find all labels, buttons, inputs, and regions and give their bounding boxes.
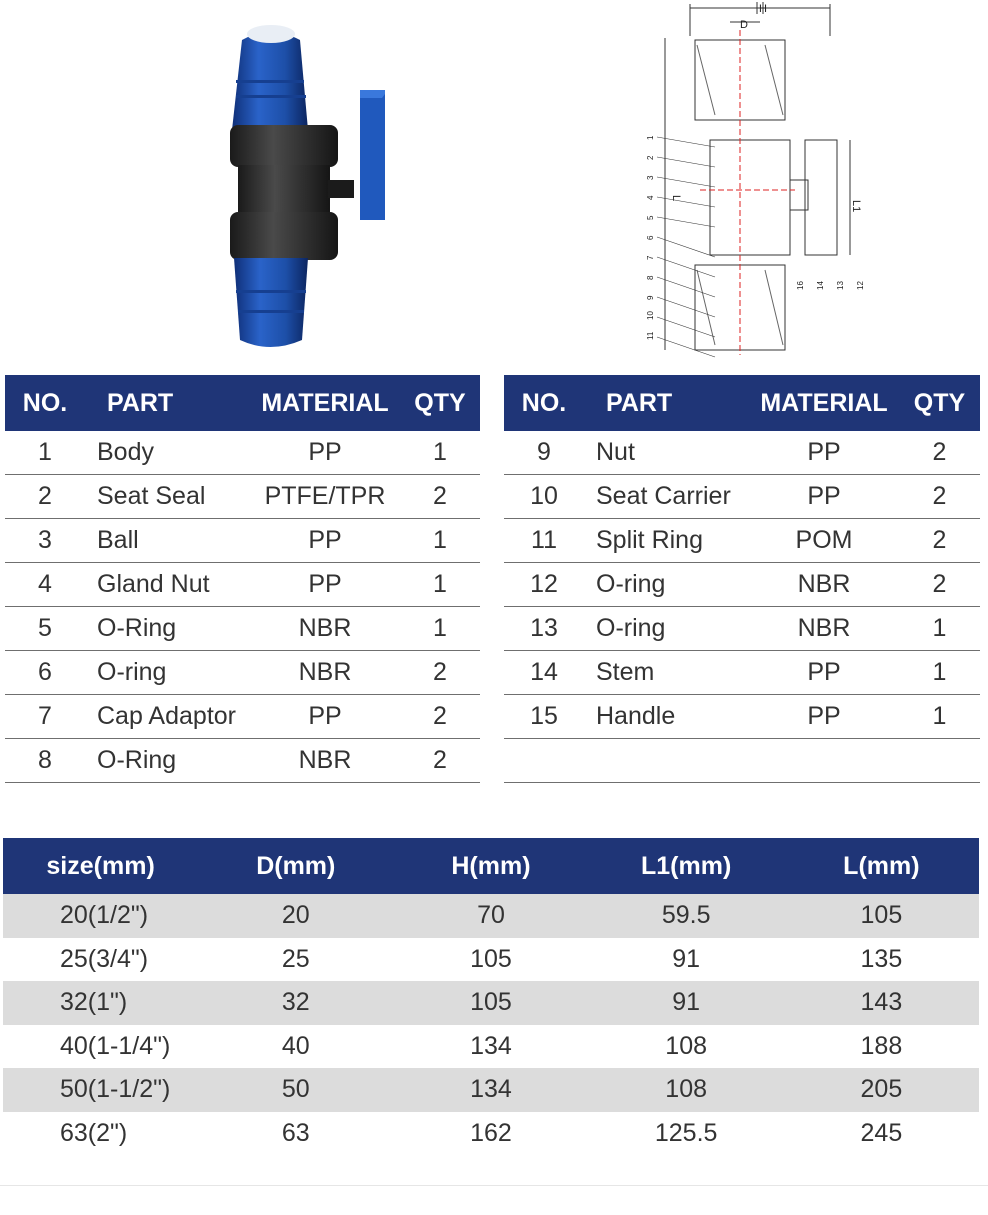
size-cell: 105 bbox=[470, 944, 512, 973]
parts-cell-material: PP bbox=[749, 695, 899, 739]
size-cell: 143 bbox=[784, 981, 979, 1025]
callout-right: 13 bbox=[836, 281, 845, 290]
size-cell: 63 bbox=[281, 1118, 310, 1147]
parts-row bbox=[5, 431, 480, 475]
parts-row bbox=[504, 563, 980, 607]
size-cell: 91 bbox=[672, 944, 701, 973]
size-cell: 91 bbox=[589, 981, 784, 1025]
parts-cell-material: PP bbox=[749, 475, 899, 519]
size-cell: 32 bbox=[198, 981, 393, 1025]
parts-cell-part: Seat Carrier bbox=[584, 475, 749, 519]
parts-cell-empty bbox=[584, 739, 749, 783]
parts-row bbox=[5, 651, 480, 695]
parts-row bbox=[504, 431, 980, 475]
parts-cell-qty: 1 bbox=[400, 431, 480, 475]
parts-cell-no: 14 bbox=[504, 651, 584, 695]
parts-cell-material: POM bbox=[749, 519, 899, 563]
callout-leader bbox=[657, 317, 715, 337]
parts-cell-qty: 2 bbox=[400, 739, 480, 783]
parts-cell-qty: 2 bbox=[899, 475, 980, 519]
parts-cell-qty: 1 bbox=[400, 563, 480, 607]
size-cell: 25 bbox=[281, 944, 310, 973]
parts-row bbox=[504, 695, 980, 739]
callout-left: 6 bbox=[646, 235, 655, 240]
size-cell: 205 bbox=[784, 1068, 979, 1112]
parts-cell-qty: 2 bbox=[899, 563, 980, 607]
parts-cell-qty: 2 bbox=[400, 695, 480, 739]
parts-cell-no: 6 bbox=[5, 651, 85, 695]
callout-left: 3 bbox=[646, 175, 655, 180]
parts-row bbox=[5, 607, 480, 651]
size-row bbox=[3, 894, 979, 938]
parts-cell-part: Gland Nut bbox=[85, 563, 250, 607]
parts-cell-no: 2 bbox=[5, 475, 85, 519]
parts-table-left bbox=[5, 375, 480, 783]
parts-cell-empty bbox=[504, 739, 584, 783]
parts-cell-no: 9 bbox=[504, 431, 584, 475]
callout-leader bbox=[657, 137, 715, 147]
callout-leader bbox=[657, 197, 715, 207]
size-cell: 135 bbox=[860, 944, 903, 973]
parts-row bbox=[5, 695, 480, 739]
callout-left: 1 bbox=[646, 135, 655, 140]
parts-cell-part: Seat Seal bbox=[85, 475, 250, 519]
callout-right: 12 bbox=[856, 281, 865, 290]
parts-cell-empty bbox=[899, 739, 980, 783]
parts-cell-material: PP bbox=[250, 519, 400, 563]
parts-cell-material: PP bbox=[250, 695, 400, 739]
parts-cell-material: PP bbox=[250, 563, 400, 607]
size-cell: 59.5 bbox=[589, 894, 784, 938]
size-cell: 245 bbox=[860, 1118, 903, 1147]
size-cell: 105 bbox=[393, 981, 588, 1025]
callout-leader bbox=[657, 277, 715, 297]
size-header-row bbox=[3, 838, 979, 894]
size-cell: 40 bbox=[281, 1031, 310, 1060]
parts-cell-qty: 1 bbox=[899, 651, 980, 695]
parts-cell-no: 12 bbox=[504, 563, 584, 607]
header-no: NO. bbox=[5, 375, 85, 431]
size-cell: 70 bbox=[393, 894, 588, 938]
parts-row-empty bbox=[504, 739, 980, 783]
size-header-cell: H(mm) bbox=[393, 838, 588, 894]
header-material: MATERIAL bbox=[250, 375, 400, 431]
drawing-label-d: D bbox=[740, 19, 748, 31]
callout-left: 4 bbox=[646, 195, 655, 200]
size-row bbox=[3, 1112, 979, 1156]
parts-cell-qty: 1 bbox=[400, 607, 480, 651]
parts-cell-no: 3 bbox=[5, 519, 85, 563]
parts-cell-material: NBR bbox=[749, 607, 899, 651]
parts-cell-material: PP bbox=[250, 431, 400, 475]
parts-cell-qty: 1 bbox=[899, 607, 980, 651]
parts-cell-material: NBR bbox=[250, 651, 400, 695]
parts-cell-material: NBR bbox=[250, 739, 400, 783]
parts-row bbox=[5, 739, 480, 783]
parts-row bbox=[504, 519, 980, 563]
parts-row bbox=[5, 563, 480, 607]
parts-cell-part: Stem bbox=[584, 651, 749, 695]
callout-left: 5 bbox=[646, 215, 655, 220]
parts-cell-part: Body bbox=[85, 431, 250, 475]
callout-leader bbox=[657, 257, 715, 277]
callout-right: 14 bbox=[816, 281, 825, 290]
size-cell: 25(3/4") bbox=[60, 944, 149, 973]
bottom-divider bbox=[0, 1185, 988, 1186]
parts-cell-part: Cap Adaptor bbox=[85, 695, 250, 739]
parts-cell-no: 1 bbox=[5, 431, 85, 475]
parts-table-right bbox=[504, 375, 980, 783]
drawing-label-l: L bbox=[670, 195, 682, 202]
parts-header-row bbox=[504, 375, 980, 431]
parts-cell-qty: 2 bbox=[400, 475, 480, 519]
size-cell: 63(2") bbox=[60, 1118, 128, 1147]
parts-cell-material: PP bbox=[749, 431, 899, 475]
parts-cell-no: 8 bbox=[5, 739, 85, 783]
callout-left: 7 bbox=[646, 255, 655, 260]
size-cell: 134 bbox=[470, 1031, 512, 1060]
callout-left: 11 bbox=[646, 331, 655, 340]
valve-section-drawing bbox=[645, 0, 875, 360]
size-cell: 134 bbox=[393, 1068, 588, 1112]
parts-cell-material: PP bbox=[749, 651, 899, 695]
callout-leader bbox=[657, 177, 715, 187]
callout-left: 2 bbox=[646, 155, 655, 160]
parts-row bbox=[504, 651, 980, 695]
header-qty: QTY bbox=[400, 375, 480, 431]
callout-leader bbox=[657, 237, 715, 257]
size-cell: 40(1-1/4") bbox=[60, 1031, 171, 1060]
parts-cell-part: Ball bbox=[85, 519, 250, 563]
parts-cell-no: 7 bbox=[5, 695, 85, 739]
parts-cell-part: O-ring bbox=[85, 651, 250, 695]
callout-left: 8 bbox=[646, 275, 655, 280]
parts-cell-part: O-ring bbox=[584, 563, 749, 607]
valve-product-photo bbox=[210, 20, 385, 350]
parts-cell-part: Nut bbox=[584, 431, 749, 475]
parts-cell-qty: 2 bbox=[899, 431, 980, 475]
parts-cell-no: 5 bbox=[5, 607, 85, 651]
parts-cell-no: 11 bbox=[504, 519, 584, 563]
header-material: MATERIAL bbox=[749, 375, 899, 431]
size-cell: 162 bbox=[470, 1118, 512, 1147]
parts-row bbox=[5, 519, 480, 563]
parts-cell-part: O-Ring bbox=[85, 739, 250, 783]
parts-cell-part: O-ring bbox=[584, 607, 749, 651]
size-header-cell: D(mm) bbox=[198, 838, 393, 894]
callout-leader bbox=[657, 337, 715, 357]
size-cell: 20(1/2") bbox=[3, 894, 198, 938]
size-header-cell: size(mm) bbox=[3, 838, 198, 894]
size-header-cell: L1(mm) bbox=[589, 838, 784, 894]
parts-cell-part: Handle bbox=[584, 695, 749, 739]
parts-cell-qty: 1 bbox=[400, 519, 480, 563]
parts-header-row bbox=[5, 375, 480, 431]
callout-leader bbox=[657, 217, 715, 227]
size-cell: 108 bbox=[589, 1068, 784, 1112]
header-part: PART bbox=[584, 375, 749, 431]
size-table bbox=[3, 838, 979, 1155]
size-row bbox=[3, 1068, 979, 1112]
callout-left: 9 bbox=[646, 295, 655, 300]
parts-cell-no: 13 bbox=[504, 607, 584, 651]
size-cell: 108 bbox=[665, 1031, 708, 1060]
drawing-label-h: H bbox=[759, 3, 767, 15]
parts-cell-qty: 2 bbox=[899, 519, 980, 563]
parts-row bbox=[504, 475, 980, 519]
size-cell: 50(1-1/2") bbox=[3, 1068, 198, 1112]
parts-cell-empty bbox=[749, 739, 899, 783]
size-cell: 50 bbox=[198, 1068, 393, 1112]
size-row bbox=[3, 981, 979, 1025]
parts-cell-material: NBR bbox=[749, 563, 899, 607]
callout-right: 16 bbox=[796, 281, 805, 290]
header-no: NO. bbox=[504, 375, 584, 431]
parts-cell-no: 10 bbox=[504, 475, 584, 519]
header-qty: QTY bbox=[899, 375, 980, 431]
parts-cell-no: 15 bbox=[504, 695, 584, 739]
callout-leader bbox=[657, 157, 715, 167]
parts-cell-qty: 1 bbox=[899, 695, 980, 739]
callout-left: 10 bbox=[646, 311, 655, 320]
parts-row bbox=[504, 607, 980, 651]
size-row bbox=[3, 938, 979, 982]
parts-cell-material: PTFE/TPR bbox=[250, 475, 400, 519]
parts-row bbox=[5, 475, 480, 519]
size-cell: 188 bbox=[860, 1031, 903, 1060]
size-cell: 20 bbox=[198, 894, 393, 938]
parts-cell-qty: 2 bbox=[400, 651, 480, 695]
header-part: PART bbox=[85, 375, 250, 431]
parts-cell-part: O-Ring bbox=[85, 607, 250, 651]
size-cell: 32(1") bbox=[3, 981, 198, 1025]
parts-cell-part: Split Ring bbox=[584, 519, 749, 563]
drawing-label-l1: L1 bbox=[850, 200, 862, 213]
size-header-cell: L(mm) bbox=[784, 838, 979, 894]
size-cell: 125.5 bbox=[654, 1118, 718, 1147]
parts-cell-material: NBR bbox=[250, 607, 400, 651]
parts-cell-no: 4 bbox=[5, 563, 85, 607]
size-cell: 105 bbox=[784, 894, 979, 938]
size-row bbox=[3, 1025, 979, 1069]
